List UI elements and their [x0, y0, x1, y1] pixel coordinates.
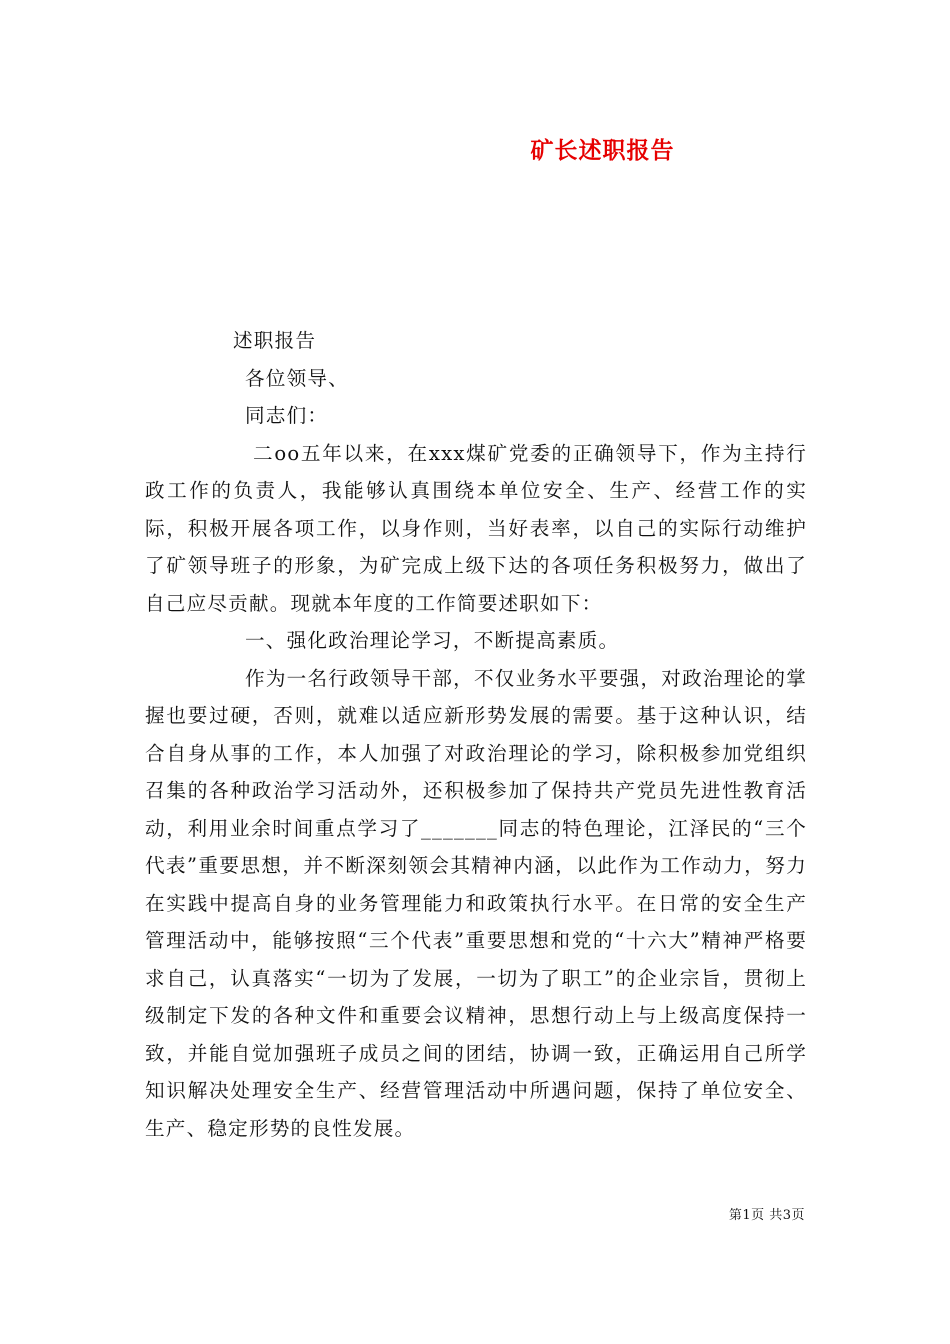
salutation-comrades: 同志们：	[245, 404, 329, 427]
document-subtitle: 述职报告	[233, 329, 317, 352]
document-body	[145, 322, 807, 1147]
document-title: 矿长述职报告	[530, 137, 675, 164]
intro-paragraph: 二oo五年以来，在xxx煤矿党委的正确领导下，作为主持行政工作的负责人，我能够认真围绕本单位安全、生产、经营工作的实际，积极开展各项工作，以身作则，当好表率，以自己的实际行动维护了矿领导班子的形象，为矿完成上级下达的各项任务积极努力，做出了自己应尽贡献。现就本年度的工作简要述职如下：	[145, 441, 807, 615]
section-heading: 一、强化政治理论学习，不断提高素质。	[245, 629, 620, 652]
section-paragraph: 作为一名行政领导干部，不仅业务水平要强，对政治理论的掌握也要过硬，否则，就难以适应新形势发展的需要。基于这种认识，结合自身从事的工作，本人加强了对政治理论的学习，除积极参加党组织召集的各种政治学习活动外，还积极参加了保持共产党员先进性教育活动，利用业余时间重点学习了_______同志的特色理论，江泽民的“三个代表”重要思想，并不断深刻领会其精神内涵，以此作为工作动力，努力在实践中提高自身的业务管理能力和政策执行水平。在日常的安全生产管理活动中，能够按照“三个代表”重要思想和党的“十六大”精神严格要求自己，认真落实“一切为了发展，一切为了职工”的企业宗旨，贯彻上级制定下发的各种文件和重要会议精神，思想行动上与上级高度保持一致，并能自觉加强班子成员之间的团结，协调一致，正确运用自己所学知识解决处理安全生产、经营管理活动中所遇问题，保持了单位安全、生产、稳定形势的良性发展。	[145, 666, 807, 1140]
salutation-leaders: 各位领导、	[245, 366, 349, 390]
page-number-footer: 第1页 共3页	[728, 1208, 805, 1223]
